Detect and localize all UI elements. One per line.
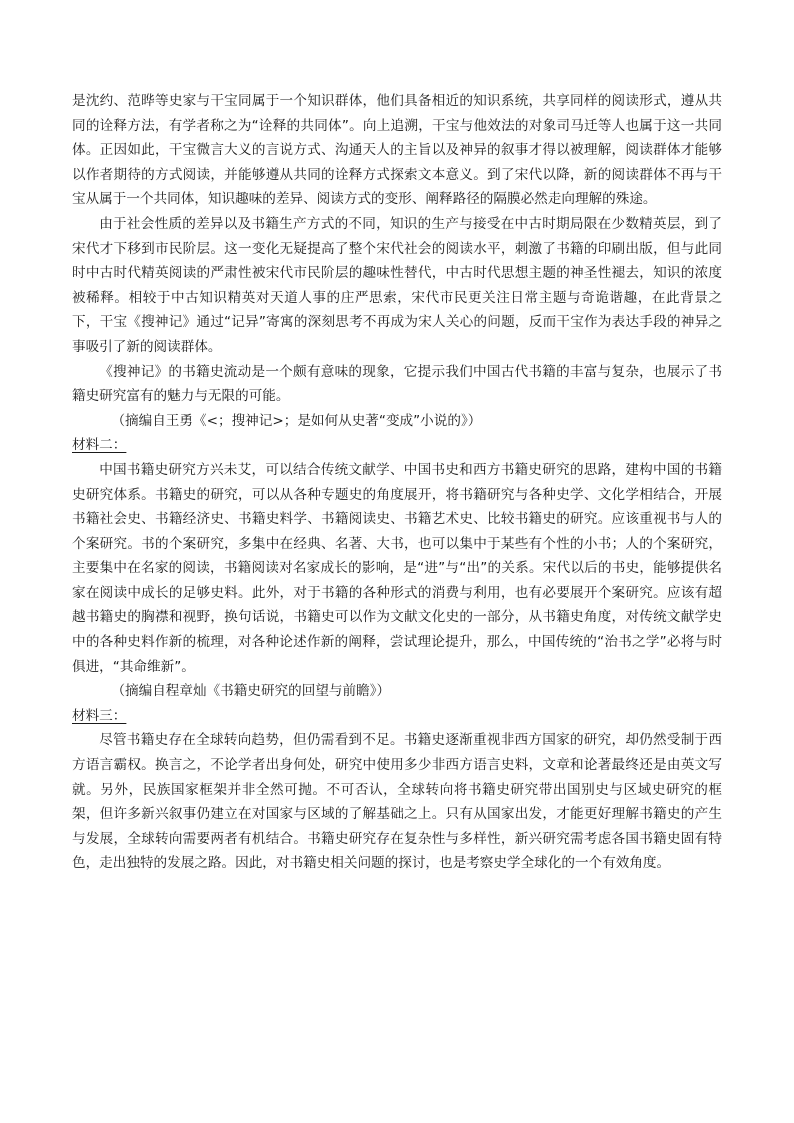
source-citation: （摘编自程章灿《书籍史研究的回望与前瞻》） xyxy=(111,683,391,700)
paragraph: 《搜神记》的书籍史流动是一个颇有意味的现象，它提示我们中国古代书籍的丰富与复杂，也展示了书籍史研究富有的魅力与无限的可能。 xyxy=(72,363,722,405)
paragraph: 尽管书籍史存在全球转向趋势，但仍需看到不足。书籍史逐渐重视非西方国家的研究，却仍然受制于西方语言霸权。换言之，不论学者出身何处，研究中使用多少非西方语言史料，文章和论著最终还是由英文写就。另外，民族国家框架并非全然可抛。不可否认，全球转向将书籍史研究带出国别史与区域史研究的框架，但许多新兴叙事仍建立在对国家与区域的了解基础之上。只有从国家出发，才能更好理解书籍史的产生与发展，全球转向需要两者有机结合。书籍史研究存在复杂性与多样性，新兴研究需考虑各国书籍史固有特色，走出独特的发展之路。因此，对书籍史相关问题的探讨，也是考察史学全球化的一个有效角度。 xyxy=(72,732,722,872)
source-citation: （摘编自王勇《<；搜神记>；是如何从史著“变成”小说的》） xyxy=(111,412,482,429)
paragraph: 中国书籍史研究方兴未艾，可以结合传统文献学、中国书史和西方书籍史研究的思路，建构中国的书籍史研究体系。书籍史的研究，可以从各种专题史的角度展开，将书籍研究与各种史学、文化学相结合，开展书籍社会史、书籍经济史、书籍史料学、书籍阅读史、书籍艺术史、比较书籍史的研究。应该重视书与人的个案研究。书的个案研究，多集中在经典、名著、大书，也可以集中于某些有个性的小书；人的个案研究，主要集中在名家的阅读，书籍阅读对名家成长的影响，是“进”与“出”的关系。宋代以后的书史，能够提供名家在阅读中成长的足够史料。此外，对于书籍的各种形式的消费与利用，也有必要展开个案研究。应该有超越书籍史的胸襟和视野，换句话说，书籍史可以作为文献文化史的一部分，从书籍史角度，对传统文献学史中的各种史料作新的梳理，对各种论述作新的阐释，尝试理论提升，那么，中国传统的“治书之学”必将与时俱进，“其命维新”。 xyxy=(72,461,722,675)
section-heading-material-3: 材料三： xyxy=(72,707,127,724)
section-heading-material-2: 材料二： xyxy=(72,437,127,454)
document-page xyxy=(72,89,722,876)
paragraph-continued: 是沈约、范晔等史家与干宝同属于一个知识群体，他们具备相近的知识系统，共享同样的阅读形式，遵从共同的诠释方法，有学者称之为“诠释的共同体”。向上追溯，干宝与他效法的对象司马迁等人也属于这一共同体。正因如此，干宝微言大义的言说方式、沟通天人的主旨以及神异的叙事才得以被理解，阅读群体才能够以作者期待的方式阅读，并能够遵从共同的诠释方式探索文本意义。到了宋代以降，新的阅读群体不再与干宝从属于一个共同体，知识趣味的差异、阅读方式的变形、阐释路径的隔膜必然走向理解的殊途。 xyxy=(72,93,722,208)
paragraph: 由于社会性质的差异以及书籍生产方式的不同，知识的生产与接受在中古时期局限在少数精英层，到了宋代才下移到市民阶层。这一变化无疑提高了整个宋代社会的阅读水平，刺激了书籍的印刷出版，但与此同时中古时代精英阅读的严肃性被宋代市民阶层的趣味性替代，中古时代思想主题的神圣性褪去，知识的浓度被稀释。相较于中古知识精英对天道人事的庄严思索，宋代市民更关注日常主题与奇诡谐趣，在此背景之下，干宝《搜神记》通过“记异”寄寓的深刻思考不再成为宋人关心的问题，反而干宝作为表达手段的神异之事吸引了新的阅读群体。 xyxy=(72,215,722,355)
